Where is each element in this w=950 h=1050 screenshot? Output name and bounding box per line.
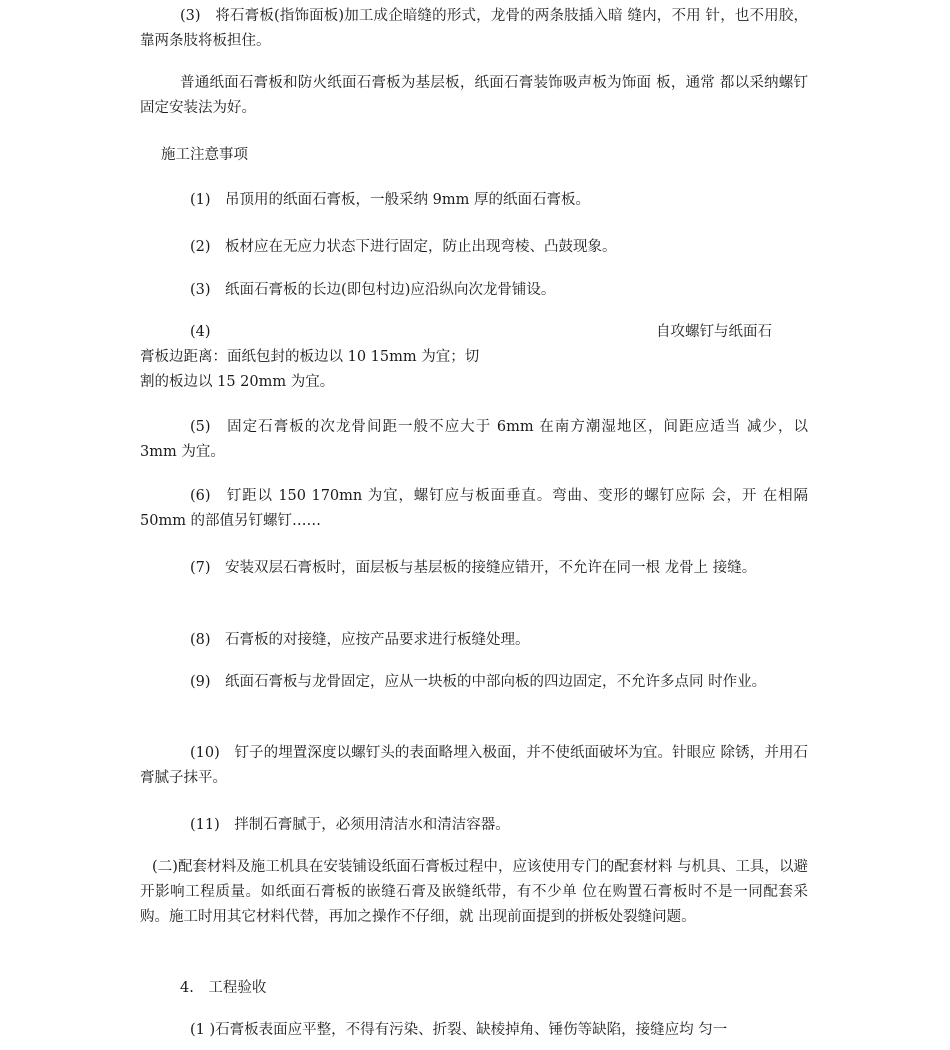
note-item-8: (8) 石膏板的对接缝，应按产品要求进行板缝处理。 xyxy=(190,632,530,648)
note-item-4-number: (4) xyxy=(190,324,211,340)
acceptance-item-1: (1 )石膏板表面应平整，不得有污染、折裂、缺棱掉角、锤伤等缺陷，接缝应均 匀一 xyxy=(190,1022,728,1038)
note-item-9: (9) 纸面石膏板与龙骨固定，应从一块板的中部向板的四边固定，不允许多点同 时作业。 xyxy=(190,674,767,690)
note-item-10: (10) 钉子的埋置深度以螺钉头的表面略埋入极面，并不使纸面破坏为宜。针眼应 除锈，并用石膏腻子抹平。 xyxy=(140,745,808,786)
note-item-1: (1) 吊顶用的纸面石膏板，一般采纳 9mm 厚的纸面石膏板。 xyxy=(190,192,590,208)
note-item-3: (3) 纸面石膏板的长边(即包村边)应沿纵向次龙骨铺设。 xyxy=(190,282,556,298)
note-item-2: (2) 板材应在无应力状态下进行固定，防止出现弯棱、凸鼓现象。 xyxy=(190,239,617,255)
note-item-4-text: 自攻螺钉与纸面石 xyxy=(656,324,772,340)
section-heading-notes: 施工注意事项 xyxy=(161,147,248,163)
paragraph-item-3-continuation: (3) 将石膏板(指饰面板)加工成企暗缝的形式，龙骨的两条肢插入暗 缝内，不用 针，也不用胶，靠两条肢将板担住。 xyxy=(140,8,808,49)
paragraph-materials-tools: (二)配套材料及施工机具在安装铺设纸面石膏板过程中，应该使用专门的配套材料 与机具、工具，以避开影响工程质量。如纸面石膏板的嵌缝石膏及嵌缝纸带，有不少单 位在购置石膏板时不是一同配套采购。施工时用其它材料代替，再加之操作不仔细，就 出现前面提到的拼板处裂缝问题。 xyxy=(140,859,808,925)
note-item-6: (6) 钉距以 150 170mn 为宜，螺钉应与板面垂直。弯曲、变形的螺钉应际 会，开 在相隔 50mm 的部值另钉螺钉…… xyxy=(140,488,808,529)
note-item-7: (7) 安装双层石膏板时，面层板与基层板的接缝应错开，不允许在同一根 龙骨上 接缝。 xyxy=(190,560,757,576)
paragraph-screw-fixing: 普通纸面石膏板和防火纸面石膏板为基层板，纸面石膏装饰吸声板为饰面 板，通常 都以采纳螺钉固定安装法为好。 xyxy=(140,75,808,116)
note-item-4-line3: 割的板边以 15 20mm 为宜。 xyxy=(140,374,335,390)
section-heading-acceptance: 4. 工程验收 xyxy=(180,980,267,996)
note-item-11: (11) 拌制石膏腻于，必须用清洁水和清洁容器。 xyxy=(190,817,510,833)
note-item-4-line2: 膏板边距离：面纸包封的板边以 10 15mm 为宜；切 xyxy=(140,349,480,365)
note-item-5: (5) 固定石膏板的次龙骨间距一般不应大于 6mm 在南方潮湿地区，间距应适当 减少，以 3mm 为宜。 xyxy=(140,419,808,460)
